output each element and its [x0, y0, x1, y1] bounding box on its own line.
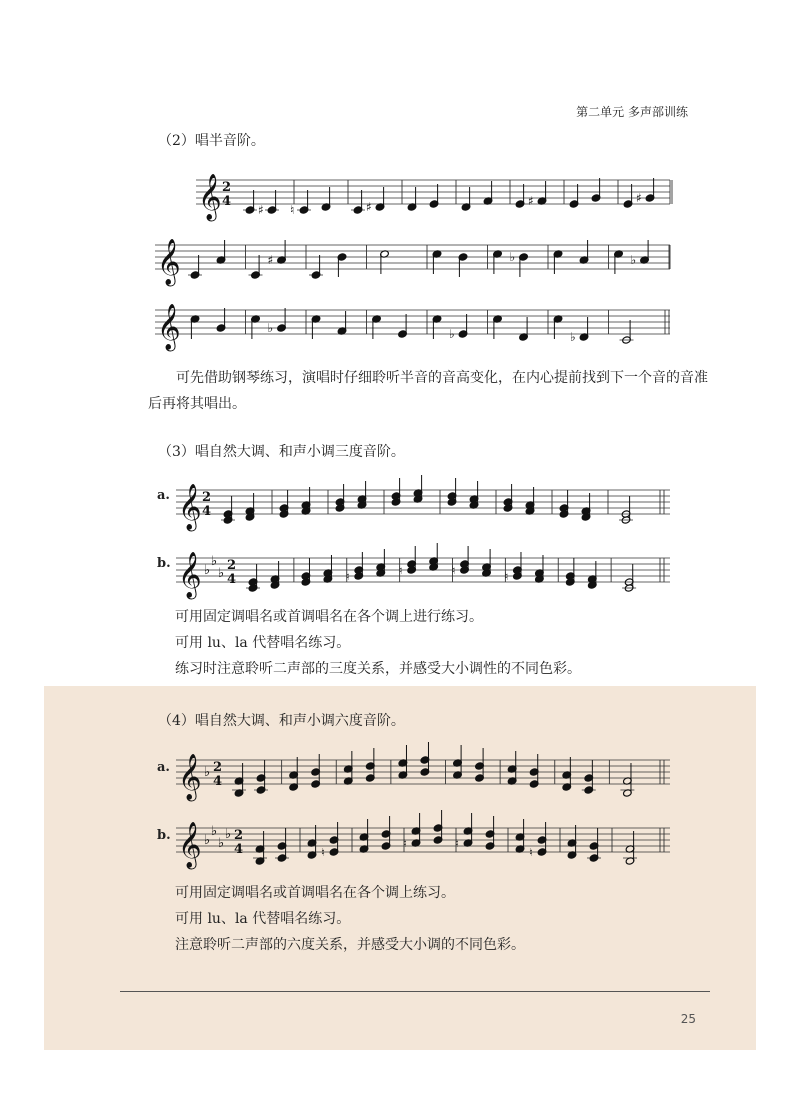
accidental-icon: ♭	[449, 327, 455, 341]
note-line: 可用 lu、la 代替唱名练习。	[175, 911, 351, 927]
staff-svg	[176, 542, 670, 602]
running-header: 第二单元 多声部训练	[576, 105, 688, 119]
thirds-staff-b	[176, 542, 670, 602]
time-signature-top: 2	[222, 180, 232, 195]
time-signature-top: 2	[227, 558, 237, 573]
sixths-staff-b	[176, 812, 670, 872]
accidental-icon: ♭	[509, 250, 516, 264]
sixths-staff-a	[176, 744, 670, 804]
section-3-notes	[175, 604, 715, 682]
time-signature-top: 2	[234, 828, 244, 843]
accidental-icon: ♮	[529, 846, 533, 859]
section-2-heading: （2）唱半音阶。	[158, 133, 265, 149]
accidental-icon: ♯	[258, 203, 264, 217]
thirds-staff-a	[176, 474, 670, 534]
time-signature-bottom: 4	[202, 504, 212, 519]
treble-clef-icon: 𝄞	[178, 754, 202, 800]
accidental-icon: ♯	[366, 200, 372, 214]
section-2-instruction: 可先借助钢琴练习，演唱时仔细聆听半音的音高变化，在内心提前找到下一个音的音准后再将其唱出。	[148, 370, 708, 412]
accidental-icon: ♭	[630, 253, 637, 267]
page-number: 25	[680, 1012, 696, 1026]
time-signature-bottom: 4	[227, 572, 237, 587]
key-flat-icon: ♭	[204, 765, 211, 780]
exercise-label-b: b.	[157, 556, 171, 571]
staff-svg	[155, 229, 670, 289]
footer-rule	[120, 991, 710, 992]
note-line: 练习时注意聆听二声部的三度关系，并感受大小调性的不同色彩。	[175, 661, 581, 677]
key-flat-icon: ♭	[204, 563, 211, 578]
accidental-icon: ♯	[267, 253, 274, 267]
key-flat-icon: ♭	[225, 827, 232, 842]
key-flat-icon: ♭	[204, 833, 211, 848]
section-4-heading: （4）唱自然大调、和声小调六度音阶。	[158, 713, 405, 729]
time-signature-bottom: 4	[213, 774, 223, 789]
accidental-icon: ♮	[455, 837, 459, 850]
treble-clef-icon: 𝄞	[178, 484, 202, 530]
time-signature-top: 2	[202, 490, 212, 505]
accidental-icon: ♮	[504, 570, 509, 583]
chromatic-staff-1	[196, 164, 670, 224]
staff-svg	[155, 294, 670, 354]
key-flat-icon: ♭	[218, 836, 225, 851]
time-signature-bottom: 4	[234, 842, 244, 857]
accidental-icon: ♮	[290, 203, 295, 217]
accidental-icon: ♯	[528, 194, 534, 208]
key-flat-icon: ♭	[218, 566, 225, 581]
key-flat-icon: ♭	[211, 824, 218, 839]
accidental-icon: ♭	[570, 330, 576, 344]
exercise-label-a: a.	[157, 488, 170, 503]
accidental-icon: ♮	[451, 564, 456, 577]
exercise-label-b: b.	[157, 828, 171, 843]
staff-svg	[176, 812, 670, 872]
time-signature-bottom: 4	[222, 194, 232, 209]
staff-svg	[176, 744, 670, 804]
accidental-icon: ♮	[321, 846, 325, 859]
note-line: 注意聆听二声部的六度关系，并感受大小调的不同色彩。	[175, 937, 525, 953]
accidental-icon: ♮	[398, 564, 403, 577]
accidental-icon: ♭	[267, 321, 274, 335]
note-line: 可用固定调唱名或首调唱名在各个调上练习。	[175, 885, 455, 901]
staff-svg	[196, 164, 670, 224]
chromatic-staff-3	[155, 294, 670, 354]
staff-svg	[176, 474, 670, 534]
treble-clef-icon: 𝄞	[198, 174, 222, 220]
treble-clef-icon: 𝄞	[178, 552, 202, 598]
time-signature-top: 2	[213, 760, 223, 775]
accidental-icon: ♮	[345, 570, 350, 583]
section-4-notes	[175, 880, 715, 958]
section-3-heading: （3）唱自然大调、和声小调三度音阶。	[158, 444, 405, 460]
exercise-label-a: a.	[157, 760, 170, 775]
treble-clef-icon: 𝄞	[157, 239, 181, 285]
key-flat-icon: ♭	[211, 554, 218, 569]
note-line: 可用 lu、la 代替唱名练习。	[175, 635, 351, 651]
treble-clef-icon: 𝄞	[178, 822, 202, 868]
treble-clef-icon: 𝄞	[157, 304, 181, 350]
note-line: 可用固定调唱名或首调唱名在各个调上进行练习。	[175, 609, 483, 625]
accidental-icon: ♮	[403, 837, 407, 850]
chromatic-staff-2	[155, 229, 670, 289]
accidental-icon: ♯	[636, 191, 642, 205]
